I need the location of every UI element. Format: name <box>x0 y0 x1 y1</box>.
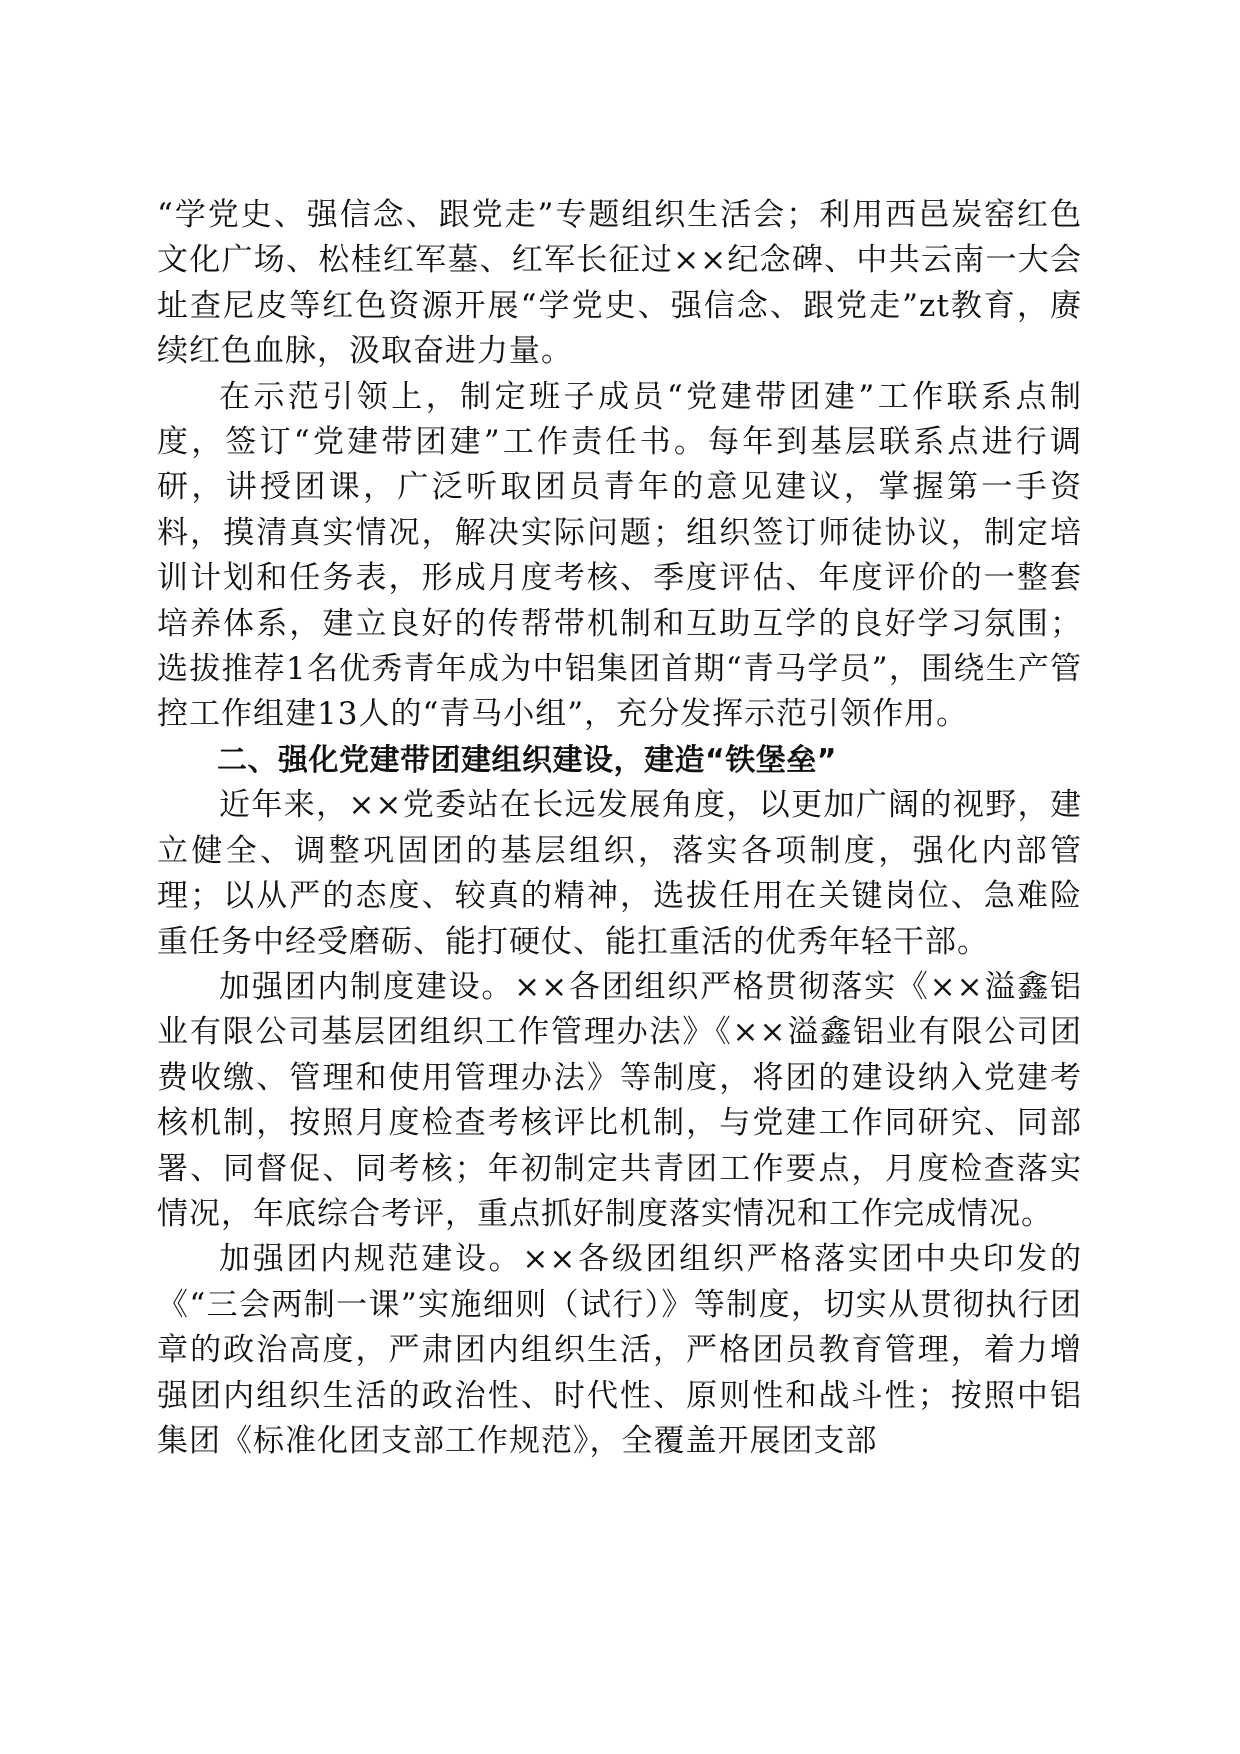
body-paragraph-4: 加强团内制度建设。××各团组织严格贯彻落实《××溢鑫铝业有限公司基层团组织工作管理办法》《××溢鑫铝业有限公司团费收缴、管理和使用管理办法》等制度，将团的建设纳入党建考核机制，按照月度检查考核评比机制，与党建工作同研究、同部署、同督促、同考核；年初制定共青团工作要点，月度检查落实情况，年底综合考评，重点抓好制度落实情况和工作完成情况。 <box>157 968 1082 1232</box>
body-paragraph-2: 在示范引领上，制定班子成员“党建带团建”工作联系点制度，签订“党建带团建”工作责任书。每年到基层联系点进行调研，讲授团课，广泛听取团员青年的意见建议，掌握第一手资料，摸清真实情况，解决实际问题；组织签订师徒协议，制定培训计划和任务表，形成月度考核、季度评估、年度评价的一整套培养体系，建立良好的传帮带机制和互助互学的良好学习氛围；选拔推荐1名优秀青年成为中铝集团首期“青马学员”，围绕生产管控工作组建13人的“青马小组”，充分发挥示范引领作用。 <box>157 378 1082 733</box>
body-paragraph-1: “学党史、强信念、跟党走”专题组织生活会；利用西邑炭窑红色文化广场、松桂红军墓、红军长征过××纪念碑、中共云南一大会址查尼皮等红色资源开展“学党史、强信念、跟党走”zt教育，赓续红色血脉，汲取奋进力量。 <box>157 197 1082 370</box>
body-paragraph-3: 近年来，××党委站在长远发展角度，以更加广阔的视野，建立健全、调整巩固团的基层组织，落实各项制度，强化内部管理；以从严的态度、较真的精神，选拔任用在关键岗位、急难险重任务中经受磨砺、能打硬仗、能扛重活的优秀年轻干部。 <box>157 787 1082 960</box>
body-paragraph-5: 加强团内规范建设。××各级团组织严格落实团中央印发的《“三会两制一课”实施细则（试行）》等制度，切实从贯彻执行团章的政治高度，严肃团内组织生活，严格团员教育管理，着力增强团内组织生活的政治性、时代性、原则性和战斗性；按照中铝集团《标准化团支部工作规范》，全覆盖开展团支部 <box>157 1241 1082 1459</box>
document-body <box>157 193 1082 1464</box>
section-heading: 二、强化党建带团建组织建设，建造“铁堡垒” <box>217 742 837 778</box>
